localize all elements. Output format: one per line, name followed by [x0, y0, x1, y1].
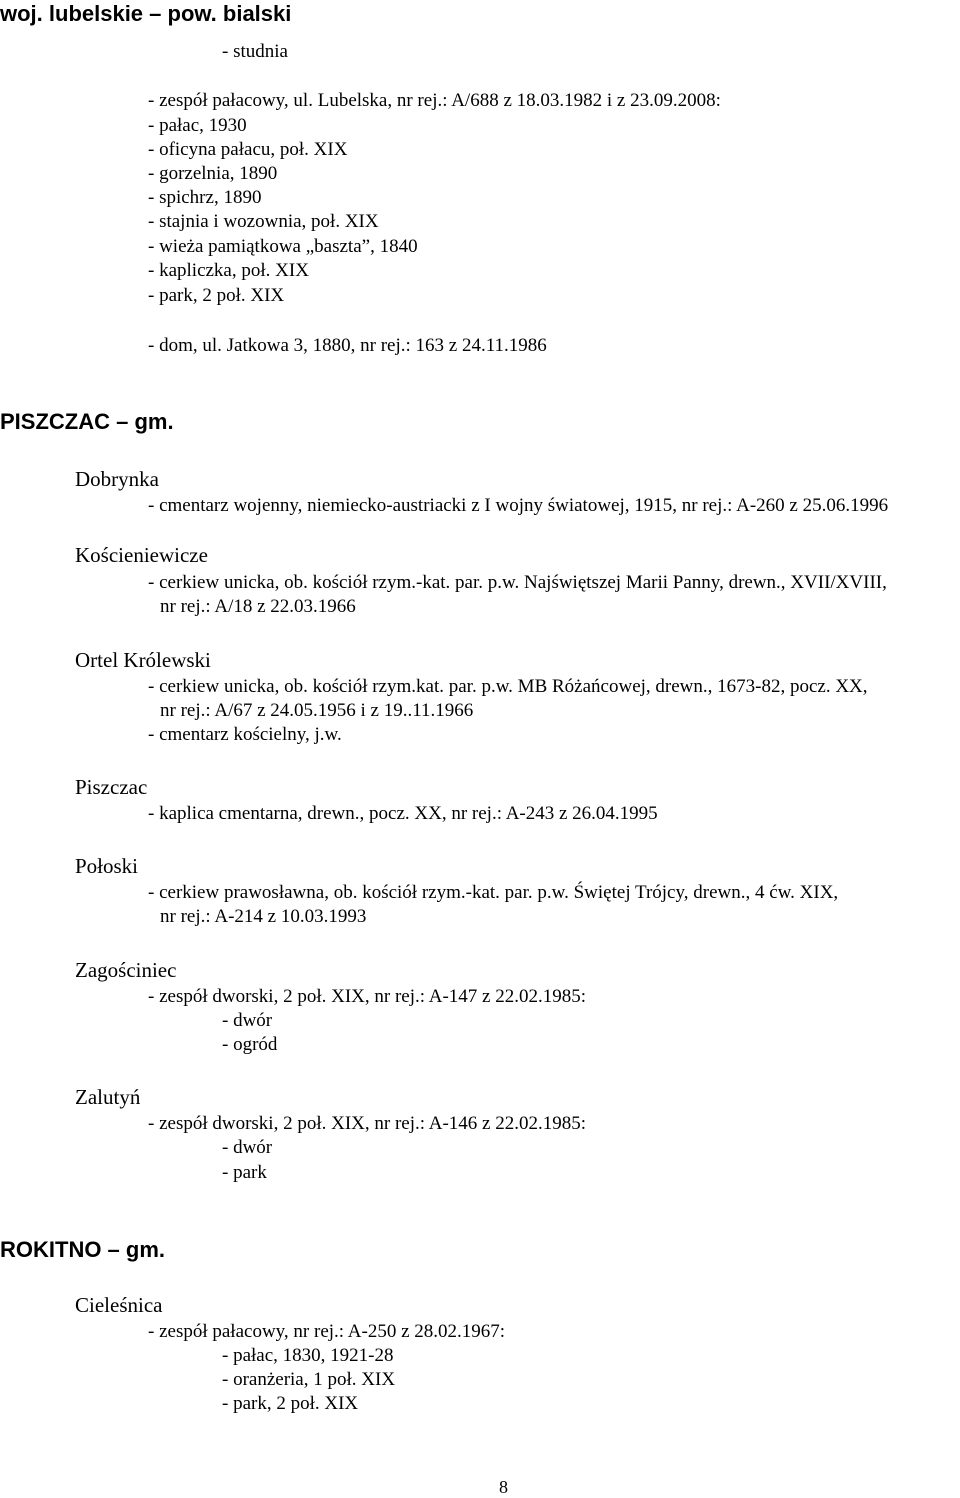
locality-heading: Dobrynka: [75, 467, 159, 491]
list-item: - kapliczka, poł. XIX: [148, 260, 309, 281]
list-item: - dwór: [222, 1137, 273, 1158]
list-item: - park, 2 poł. XIX: [222, 1393, 359, 1414]
list-item: nr rej.: A/67 z 24.05.1956 i z 19..11.1966: [160, 700, 474, 721]
list-item: - zespół dworski, 2 poł. XIX, nr rej.: A-146 z 22.02.1985:: [148, 1113, 586, 1134]
list-item: - park: [222, 1162, 267, 1183]
list-item: - pałac, 1830, 1921-28: [222, 1345, 394, 1366]
page-header: woj. lubelskie – pow. bialski: [0, 1, 292, 26]
gmina-heading: ROKITNO – gm.: [0, 1237, 166, 1262]
list-item: - zespół dworski, 2 poł. XIX, nr rej.: A-147 z 22.02.1985:: [148, 986, 586, 1007]
list-item: - pałac, 1930: [148, 115, 247, 136]
list-item: - cerkiew unicka, ob. kościół rzym.kat. par. p.w. MB Różańcowej, drewn., 1673-82, pocz. XX,: [148, 676, 868, 697]
page-number: 8: [499, 1477, 508, 1497]
list-item: - cmentarz kościelny, j.w.: [148, 724, 342, 745]
locality-heading: Kościeniewicze: [75, 543, 208, 567]
list-item: nr rej.: A-214 z 10.03.1993: [160, 906, 367, 927]
list-item: - cerkiew prawosławna, ob. kościół rzym.-kat. par. p.w. Świętej Trójcy, drewn., 4 ćw. XIX,: [148, 882, 839, 903]
list-item: - stajnia i wozownia, poł. XIX: [148, 211, 379, 232]
list-item: - gorzelnia, 1890: [148, 163, 278, 184]
locality-heading: Zalutyń: [75, 1085, 141, 1109]
list-item: - oranżeria, 1 poł. XIX: [222, 1369, 396, 1390]
locality-heading: Piszczac: [75, 775, 148, 799]
locality-heading: Cieleśnica: [75, 1293, 163, 1317]
list-item: - dom, ul. Jatkowa 3, 1880, nr rej.: 163 z 24.11.1986: [148, 335, 547, 356]
list-item: - dwór: [222, 1010, 273, 1031]
list-item: - kaplica cmentarna, drewn., pocz. XX, nr rej.: A-243 z 26.04.1995: [148, 803, 658, 824]
locality-heading: Ortel Królewski: [75, 648, 211, 672]
list-item: - cmentarz wojenny, niemiecko-austriacki z I wojny światowej, 1915, nr rej.: A-260 z 25.06.1996: [148, 495, 889, 516]
list-item: - zespół pałacowy, ul. Lubelska, nr rej.: A/688 z 18.03.1982 i z 23.09.2008:: [148, 90, 721, 111]
locality-heading: Połoski: [75, 854, 139, 878]
list-item: - studnia: [222, 41, 288, 62]
list-item: - spichrz, 1890: [148, 187, 262, 208]
list-item: nr rej.: A/18 z 22.03.1966: [160, 596, 356, 617]
list-item: - cerkiew unicka, ob. kościół rzym.-kat. par. p.w. Najświętszej Marii Panny, drewn., XVII/XVIII,: [148, 572, 887, 593]
locality-heading: Zagościniec: [75, 958, 177, 982]
list-item: - wieża pamiątkowa „baszta”, 1840: [148, 236, 418, 257]
list-item: - ogród: [222, 1034, 278, 1055]
gmina-heading: PISZCZAC – gm.: [0, 409, 174, 434]
list-item: - oficyna pałacu, poł. XIX: [148, 139, 348, 160]
list-item: - zespół pałacowy, nr rej.: A-250 z 28.02.1967:: [148, 1321, 506, 1342]
list-item: - park, 2 poł. XIX: [148, 285, 285, 306]
